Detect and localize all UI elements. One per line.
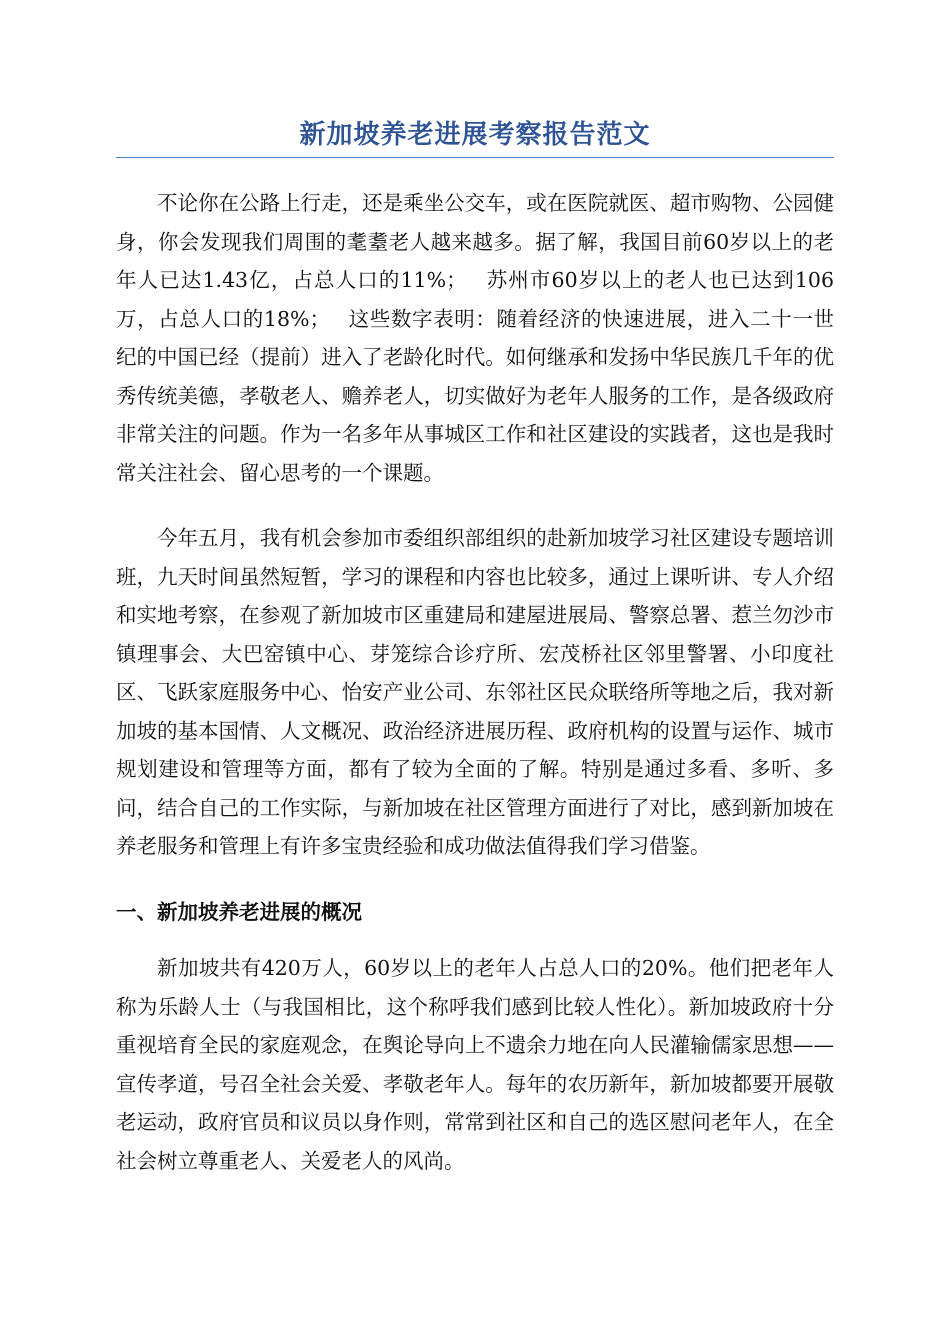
title-underline bbox=[116, 157, 834, 158]
document-title: 新加坡养老进展考察报告范文 bbox=[299, 120, 651, 150]
section-heading: 一、新加坡养老进展的概况 bbox=[116, 899, 362, 924]
training-paragraph: 今年五月，我有机会参加市委组织部组织的赴新加坡学习社区建设专题培训班，九天时间虽然短暂，学习的课程和内容也比较多，通过上课听讲、专人介绍和实地考察，在参观了新加坡市区重建局和建屋进展局、警察总署、惹兰勿沙市镇理事会、大巴窑镇中心、芽笼综合诊疗所、宏茂桥社区邻里警署、小印度社区、飞跃家庭服务中心、怡安产业公司、东邻社区民众联络所等地之后，我对新加坡的基本国情、人文概况、政治经济进展历程、政府机构的设置与运作、城市规划建设和管理等方面，都有了较为全面的了解。特别是通过多看、多听、多问，结合自己的工作实际，与新加坡在社区管理方面进行了对比，感到新加坡在养老服务和管理上有许多宝贵经验和成功做法值得我们学习借鉴。 bbox=[116, 526, 834, 858]
section-paragraph: 新加坡共有420万人，60岁以上的老年人占总人口的20%。他们把老年人称为乐龄人士（与我国相比，这个称呼我们感到比较人性化）。新加坡政府十分重视培育全民的家庭观念，在舆论导向上不遗余力地在向人民灌输儒家思想——宣传孝道，号召全社会关爱、孝敬老年人。每年的农历新年，新加坡都要开展敬老运动，政府官员和议员以身作则，常常到社区和自己的选区慰问老年人，在全社会树立尊重老人、关爱老人的风尚。 bbox=[116, 956, 834, 1173]
document-page bbox=[116, 0, 834, 1180]
intro-paragraph: 不论你在公路上行走，还是乘坐公交车，或在医院就医、超市购物、公园健身，你会发现我们周围的耄耋老人越来越多。据了解，我国目前60岁以上的老年人已达1.43亿，占总人口的11%； 苏州市60岁以上的老人也已达到106万，占总人口的18%； 这些数字表明：随着经济的快速进展，进入二十一世纪的中国已经（提前）进入了老龄化时代。如何继承和发扬中华民族几千年的优秀传统美德，孝敬老人、赡养老人，切实做好为老年人服务的工作，是各级政府非常关注的问题。作为一名多年从事城区工作和社区建设的实践者，这也是我时常关注社会、留心思考的一个课题。 bbox=[116, 191, 834, 485]
